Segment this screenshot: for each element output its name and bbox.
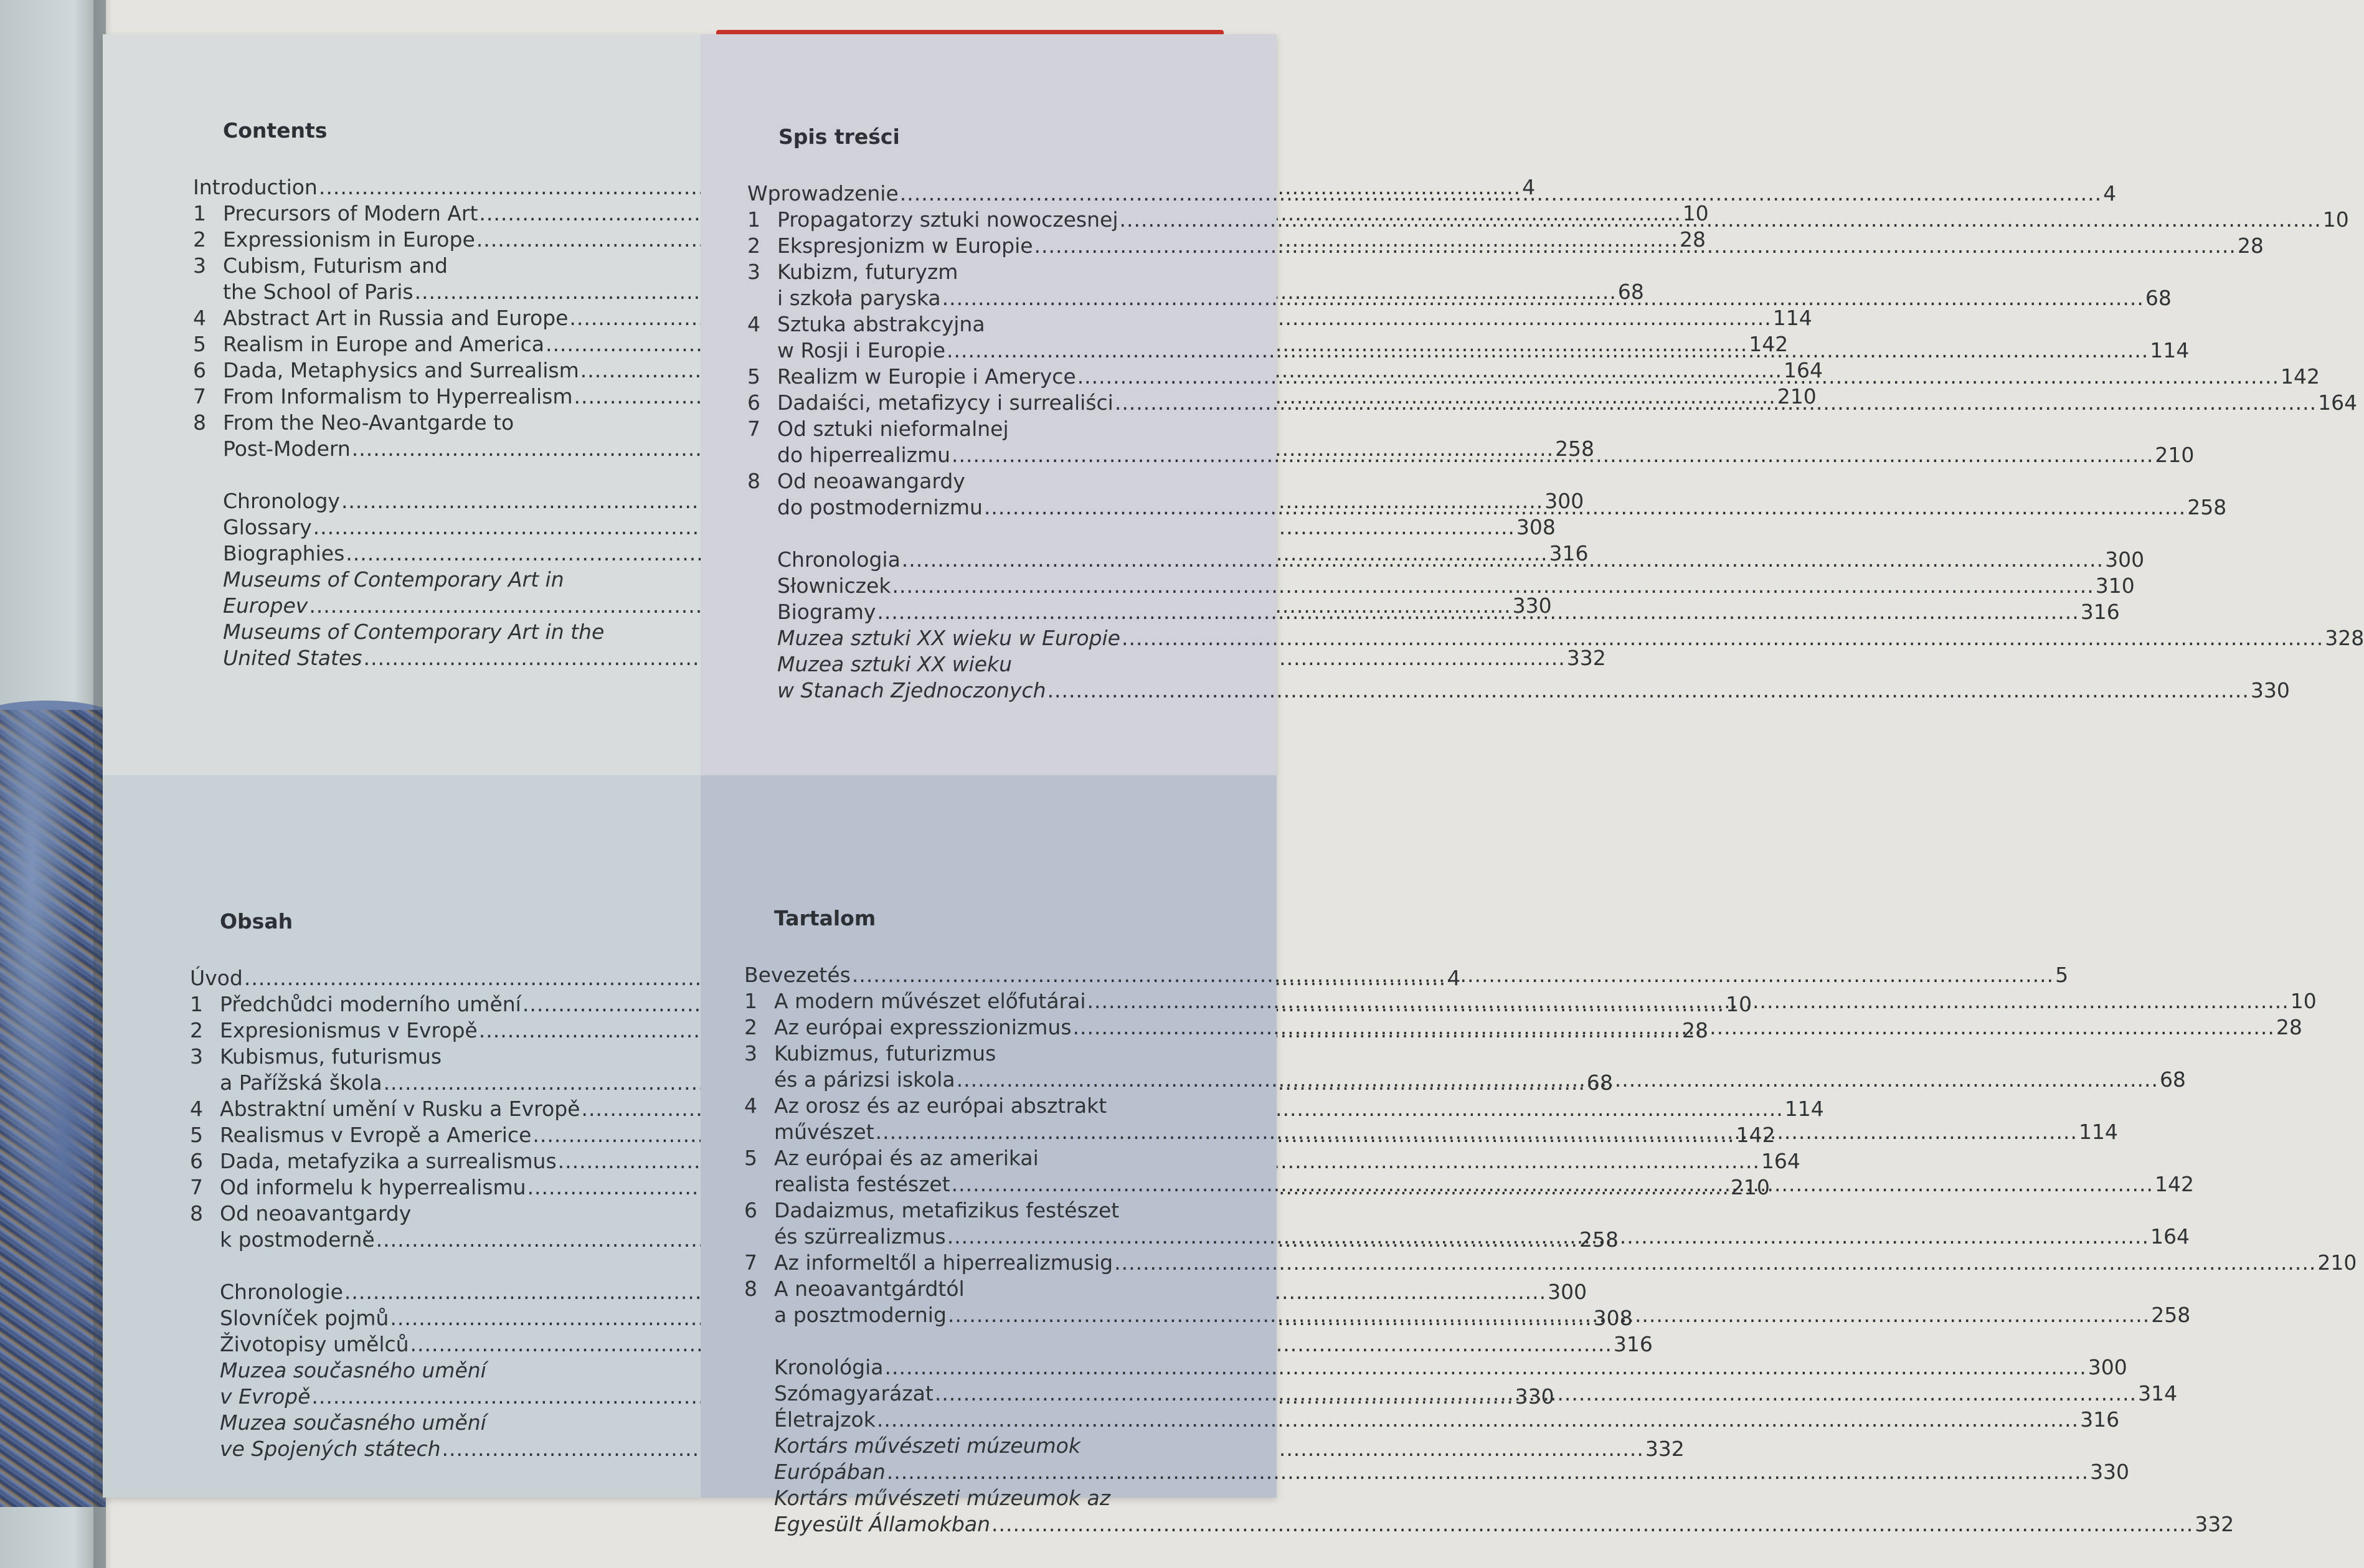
- entry-title: Chronologia: [777, 547, 901, 572]
- page-number: 330: [2090, 1460, 2130, 1484]
- entry-title: From Informalism to Hyperrealism: [223, 384, 573, 409]
- toc-line: [747, 207, 2349, 233]
- page-number: 210: [2155, 443, 2195, 467]
- toc-line: [190, 1044, 626, 1070]
- section-heading: Obsah: [220, 909, 293, 933]
- dot-leader: [952, 1171, 2154, 1197]
- entry-title: do hiperrealizmu: [777, 443, 951, 467]
- page-number: 258: [2151, 1303, 2191, 1327]
- entry-title: Slovníček pojmů: [220, 1306, 389, 1330]
- page-number: 316: [1613, 1332, 1653, 1356]
- stone-sculpture: [0, 710, 106, 1507]
- page-number: 300: [1544, 489, 1584, 513]
- toc-line: [220, 1331, 1653, 1358]
- toc-entry[interactable]: [220, 1331, 1653, 1358]
- section-heading: Spis treści: [778, 125, 900, 149]
- toc-entry-intro[interactable]: [744, 962, 2069, 988]
- entry-title: Kronológia: [774, 1355, 884, 1379]
- dot-leader: [900, 181, 2102, 207]
- entry-title: Dada, Metaphysics and Surrealism: [223, 358, 579, 382]
- toc-line: [774, 1407, 2120, 1433]
- entry-title: Kortárs művészeti múzeumok az: [774, 1486, 1111, 1510]
- entry-title: Precursors of Modern Art: [223, 201, 478, 225]
- entry-title: Muzea sztuki XX wieku w Europie: [777, 626, 1120, 650]
- entry-title: Realismus v Evropě a Americe: [220, 1123, 532, 1147]
- toc-entry[interactable]: [744, 1014, 2302, 1041]
- dot-leader: [1087, 988, 2289, 1014]
- entry-title: Museums of Contemporary Art in: [223, 567, 564, 592]
- entry-title: Az informeltől a hiperrealizmusig: [774, 1250, 1113, 1275]
- toc-line: [744, 1014, 2302, 1041]
- entry-title: Biographies: [223, 541, 345, 565]
- entry-title: v Evropě: [220, 1384, 311, 1409]
- entry-title: w Stanach Zjednoczonych: [777, 678, 1046, 702]
- appendix-entry-wrap: [747, 625, 2364, 651]
- dot-leader: [942, 285, 2144, 311]
- page-number: 68: [1617, 280, 1644, 304]
- appendix-entry-wrap: [193, 514, 1556, 541]
- entry-title: Realism in Europe and America: [223, 332, 544, 356]
- page-number: 164: [1761, 1149, 1800, 1173]
- entry-title: ve Spojených státech: [220, 1437, 441, 1461]
- toc-entry[interactable]: [774, 1407, 2120, 1433]
- chapter-number: 8: [190, 1201, 203, 1226]
- section-spacer: [193, 462, 629, 488]
- dot-leader: [1077, 364, 2279, 390]
- toc-entry-intro[interactable]: [747, 181, 2117, 207]
- page-number: 258: [1555, 437, 1595, 461]
- dot-leader: [1122, 625, 2324, 651]
- page-number: 332: [1566, 646, 1606, 670]
- chapter-number: 1: [190, 992, 203, 1016]
- toc-line: [747, 259, 1183, 285]
- entry-title: és szürrealizmus: [774, 1224, 946, 1249]
- toc-line: [744, 1197, 1180, 1224]
- page-number: 300: [2087, 1355, 2127, 1379]
- contents-page: [103, 34, 2364, 1536]
- toc-entry[interactable]: [223, 514, 1556, 541]
- page-number: 258: [1579, 1227, 1619, 1252]
- toc-line: [774, 1511, 2234, 1537]
- page-number: 142: [2280, 364, 2320, 389]
- chapter-number: 8: [747, 469, 760, 493]
- page-number: 328: [2325, 626, 2364, 650]
- entry-title: Dada, metafyzika a surrealismus: [220, 1149, 557, 1173]
- entry-title: Životopisy umělců: [220, 1332, 409, 1356]
- appendix-entry-wrap: [744, 1354, 2127, 1381]
- entry-title: Od neoavantgardy: [220, 1201, 412, 1226]
- page-number: 4: [1447, 966, 1461, 990]
- toc-line: [220, 1358, 626, 1384]
- entry-title: Od neoawangardy: [777, 469, 965, 493]
- dot-leader: [947, 1224, 2149, 1250]
- page-number: 142: [1749, 332, 1789, 356]
- entry-title: Expresionismus v Evropě: [220, 1018, 478, 1042]
- entry-title: a posztmodernig: [774, 1303, 947, 1327]
- page-number: 330: [1512, 593, 1552, 618]
- entry-title: Kubismus, futurismus: [220, 1044, 442, 1069]
- page-number: 142: [2154, 1172, 2194, 1196]
- page-number: 310: [2095, 574, 2135, 598]
- entry-title: k postmoderně: [220, 1227, 375, 1252]
- toc-entry[interactable]: [744, 1250, 2357, 1276]
- page-number: 164: [2318, 390, 2358, 415]
- entry-title: Az európai expresszionizmus: [774, 1015, 1072, 1039]
- chapter-number: 5: [193, 332, 206, 356]
- page-number: 308: [1516, 515, 1556, 539]
- toc-entry[interactable]: [744, 988, 2317, 1014]
- toc-entry[interactable]: [774, 1485, 2234, 1537]
- entry-title: Az európai és az amerikai: [774, 1146, 1039, 1170]
- page-number: 28: [2276, 1015, 2302, 1039]
- toc-line: [774, 1459, 2130, 1485]
- page-number: 28: [2237, 234, 2264, 258]
- dot-leader: [902, 547, 2104, 573]
- dot-leader: [852, 962, 2054, 988]
- toc-line: [223, 514, 1556, 541]
- section-spacer: [744, 1328, 1180, 1354]
- entry-title: a Pařížská škola: [220, 1070, 382, 1095]
- appendix-entry-wrap: [744, 1407, 2120, 1433]
- entry-title: Kubizm, futuryzm: [777, 260, 958, 284]
- toc-line: [220, 1410, 626, 1436]
- dot-leader: [876, 1119, 2078, 1145]
- entry-title: Bevezetés: [744, 963, 851, 987]
- page-number: 316: [2080, 1407, 2120, 1432]
- toc-line: [774, 1433, 1180, 1459]
- toc-line: [777, 625, 2364, 651]
- dot-leader: [892, 573, 2094, 599]
- chapter-number: 7: [190, 1175, 203, 1199]
- chapter-number: 6: [193, 358, 206, 382]
- dot-leader: [1034, 233, 2236, 259]
- dot-leader: [991, 1511, 2193, 1537]
- dot-leader: [957, 1067, 2158, 1093]
- chapter-number: 6: [190, 1149, 203, 1173]
- page-number: 300: [1548, 1280, 1587, 1304]
- page-number: 316: [2080, 600, 2120, 624]
- toc-line: [744, 1093, 1180, 1119]
- entry-title: Glossary: [223, 515, 312, 539]
- dot-leader: [1114, 1250, 2316, 1276]
- entry-title: Dadaiści, metafizycy i surrealiści: [777, 390, 1113, 415]
- entry-title: Kortárs művészeti múzeumok: [774, 1433, 1080, 1458]
- page-number: 10: [2322, 207, 2349, 232]
- chapter-number: 7: [744, 1250, 757, 1275]
- toc-line: [747, 285, 2172, 311]
- chapter-number: 5: [744, 1146, 757, 1170]
- page-number: 258: [2187, 495, 2227, 519]
- cover-photo-edge: [0, 0, 106, 1568]
- chapter-number: 7: [193, 384, 206, 409]
- entry-title: A neoavantgárdtól: [774, 1277, 965, 1301]
- toc-line: [744, 1067, 2186, 1093]
- entry-title: Post-Modern: [223, 437, 351, 461]
- entry-title: Chronology: [223, 489, 340, 513]
- toc-line: [747, 311, 1183, 338]
- dot-leader: [1073, 1014, 2275, 1041]
- chapter-number: 3: [193, 253, 206, 278]
- entry-title: Sztuka abstrakcyjna: [777, 312, 985, 336]
- entry-title: Ekspresjonizm w Europie: [777, 234, 1033, 258]
- section-spacer: [190, 1253, 626, 1279]
- entry-title: Europev: [223, 593, 308, 618]
- appendix-entry-wrap: [190, 1331, 1653, 1358]
- appendix-entry-wrap: [747, 573, 2135, 599]
- entry-title: Dadaizmus, metafizikus festészet: [774, 1198, 1120, 1222]
- entry-title: Introduction: [193, 175, 318, 199]
- toc-line: [774, 1354, 2127, 1381]
- chapter-number: 2: [747, 234, 760, 258]
- toc-line: [744, 988, 2317, 1014]
- entry-title: Abstract Art in Russia and Europe: [223, 306, 569, 330]
- toc-line: [747, 416, 1183, 442]
- toc-line: [774, 1485, 1180, 1511]
- entry-title: Biogramy: [777, 600, 876, 624]
- toc-line: [193, 253, 629, 279]
- page-number: 330: [1515, 1384, 1554, 1409]
- page-number: 330: [2250, 678, 2290, 702]
- entry-title: Předchůdci moderního umění: [220, 992, 521, 1016]
- entry-title: Chronologie: [220, 1280, 343, 1304]
- section-heading: Contents: [223, 118, 328, 143]
- chapter-number: 4: [744, 1093, 757, 1118]
- dot-leader: [1115, 390, 2317, 416]
- chapter-number: 8: [744, 1277, 757, 1301]
- entry-title: do postmodernizmu: [777, 495, 983, 519]
- dot-leader: [1120, 207, 2322, 233]
- toc-line: [777, 651, 1183, 678]
- chapter-number: 1: [747, 207, 760, 232]
- toc-line: [190, 1201, 626, 1227]
- entry-title: w Rosji i Europie: [777, 338, 946, 362]
- dot-leader: [877, 1407, 2079, 1433]
- entry-title: Európában: [774, 1460, 886, 1484]
- chapter-number: 1: [193, 201, 206, 225]
- toc-line: [744, 1145, 1180, 1171]
- page-number: 314: [2138, 1381, 2178, 1405]
- page-number: 210: [2317, 1250, 2357, 1275]
- page-number: 4: [1522, 175, 1536, 199]
- entry-title: Úvod: [190, 966, 243, 990]
- dot-leader: [884, 1354, 2086, 1381]
- entry-title: Muzea současného umění: [220, 1358, 486, 1382]
- entry-title: Muzea současného umění: [220, 1410, 486, 1435]
- page-number: 142: [1736, 1123, 1775, 1147]
- page-number: 68: [2145, 286, 2172, 310]
- page-number: 114: [1784, 1097, 1824, 1121]
- entry-title: Kubizmus, futurizmus: [774, 1041, 996, 1065]
- entry-title: i szkoła paryska: [777, 286, 941, 310]
- dot-leader: [935, 1381, 2137, 1407]
- chapter-number: 3: [744, 1041, 757, 1065]
- chapter-number: 4: [747, 312, 760, 336]
- section-heading: Tartalom: [774, 906, 876, 930]
- page-number: 210: [1777, 384, 1817, 409]
- page-number: 114: [2078, 1120, 2118, 1144]
- entry-title: Realizm w Europie i Ameryce: [777, 364, 1076, 389]
- dot-leader: [877, 599, 2079, 625]
- toc-entry[interactable]: [774, 1354, 2127, 1381]
- section-spacer: [747, 521, 1183, 547]
- entry-title: Szómagyarázat: [774, 1381, 934, 1405]
- entry-title: Életrajzok: [774, 1407, 876, 1432]
- entry-title: A modern művészet előfutárai: [774, 989, 1086, 1013]
- page-number: 68: [1586, 1070, 1613, 1095]
- appendix-entry-wrap: [744, 1485, 2234, 1537]
- page-number: 332: [2195, 1512, 2234, 1536]
- toc-entry[interactable]: [777, 573, 2135, 599]
- toc-line: [744, 1276, 1180, 1302]
- toc-line: [223, 619, 629, 645]
- page-number: 4: [2103, 181, 2117, 205]
- chapter-number: 8: [193, 410, 206, 435]
- entry-title: Abstraktní umění v Rusku a Evropě: [220, 1097, 580, 1121]
- entry-title: Az orosz és az európai absztrakt: [774, 1093, 1107, 1118]
- page-number: 10: [1682, 201, 1709, 225]
- page-number: 68: [2159, 1067, 2186, 1092]
- toc-entry[interactable]: [747, 233, 2264, 259]
- entry-title: Cubism, Futurism and: [223, 253, 448, 278]
- page-number: 300: [2105, 547, 2145, 572]
- chapter-number: 1: [744, 989, 757, 1013]
- toc-entry[interactable]: [747, 259, 2172, 311]
- chapter-number: 2: [744, 1015, 757, 1039]
- toc-line: [777, 678, 2290, 704]
- entry-title: United States: [223, 646, 362, 670]
- page-number: 316: [1549, 541, 1589, 565]
- toc-line: [747, 233, 2264, 259]
- page-number: 28: [1680, 227, 1706, 252]
- dot-leader: [948, 1302, 2150, 1328]
- page-number: 114: [2150, 338, 2190, 362]
- page-number: 210: [1730, 1175, 1770, 1199]
- chapter-number: 6: [744, 1198, 757, 1222]
- dot-leader: [952, 442, 2154, 468]
- page-number: 28: [1682, 1018, 1709, 1042]
- entry-title: realista festészet: [774, 1172, 950, 1196]
- page-number: 308: [1593, 1306, 1633, 1330]
- entry-title: művészet: [774, 1120, 874, 1144]
- dot-leader: [984, 494, 2186, 521]
- entry-title: Egyesült Államokban: [774, 1512, 990, 1536]
- dot-leader: [887, 1459, 2089, 1485]
- chapter-number: 3: [747, 260, 760, 284]
- chapter-number: 2: [190, 1018, 203, 1042]
- page-number: 332: [1645, 1437, 1685, 1461]
- entry-title: Propagatorzy sztuki nowoczesnej: [777, 207, 1118, 232]
- entry-title: Museums of Contemporary Art in the: [223, 620, 605, 644]
- page-number: 114: [1772, 306, 1812, 330]
- chapter-number: 5: [747, 364, 760, 389]
- toc-line: [747, 181, 2117, 207]
- dot-leader: [947, 338, 2149, 364]
- chapter-number: 4: [190, 1097, 203, 1121]
- dot-leader: [1047, 678, 2249, 704]
- page-number: 10: [1726, 992, 1752, 1016]
- entry-title: Expressionism in Europe: [223, 227, 475, 252]
- entry-title: és a párizsi iskola: [774, 1067, 955, 1092]
- toc-line: [223, 567, 629, 593]
- toc-line: [744, 1041, 1180, 1067]
- entry-title: the School of Paris: [223, 280, 414, 304]
- chapter-number: 5: [190, 1123, 203, 1147]
- toc-line: [777, 573, 2135, 599]
- chapter-number: 3: [190, 1044, 203, 1069]
- entry-title: Od informelu k hyperrealismu: [220, 1175, 526, 1199]
- entry-title: Muzea sztuki XX wieku: [777, 652, 1013, 676]
- toc-line: [744, 962, 2069, 988]
- entry-title: Wprowadzenie: [747, 181, 899, 205]
- entry-title: Słowniczek: [777, 574, 891, 598]
- chapter-number: 7: [747, 417, 760, 441]
- entry-title: Od sztuki nieformalnej: [777, 417, 1009, 441]
- page-number: 10: [2290, 989, 2317, 1013]
- toc-line: [747, 468, 1183, 494]
- toc-line: [744, 1250, 2357, 1276]
- chapter-number: 6: [747, 390, 760, 415]
- toc-entry[interactable]: [744, 1041, 2186, 1093]
- chapter-number: 4: [193, 306, 206, 330]
- chapter-number: 2: [193, 227, 206, 252]
- toc-entry[interactable]: [777, 625, 2364, 651]
- toc-line: [193, 410, 629, 436]
- page-number: 164: [1784, 358, 1823, 382]
- entry-title: From the Neo-Avantgarde to: [223, 410, 514, 435]
- page-number: 164: [2150, 1224, 2190, 1249]
- toc-entry[interactable]: [747, 207, 2349, 233]
- page-number: 5: [2055, 963, 2069, 987]
